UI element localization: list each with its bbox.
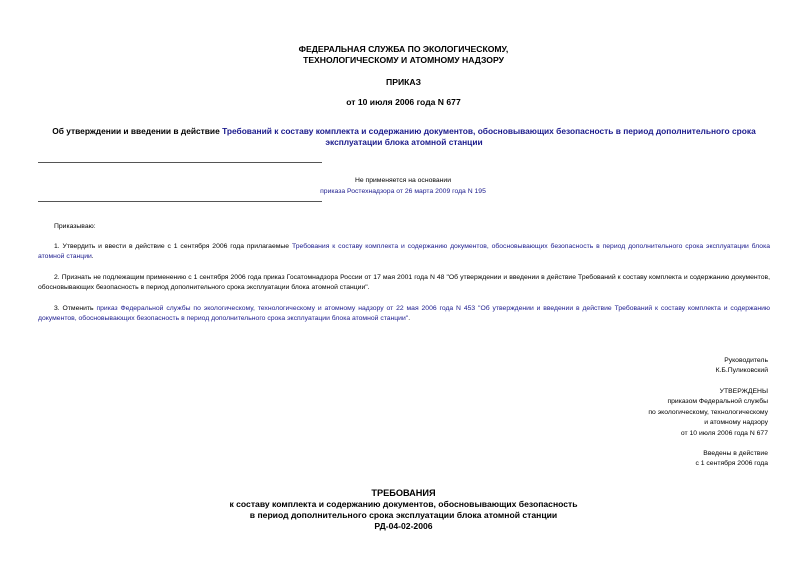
divider-bottom — [38, 201, 322, 202]
requirements-line-1: к составу комплекта и содержанию документов, обосновывающих безопасность — [229, 499, 578, 509]
not-applicable-notice — [320, 175, 486, 197]
requirements-line-2: в период дополнительного срока эксплуатации блока атомной станции — [249, 510, 558, 520]
agency-line-2: ТЕХНОЛОГИЧЕСКОМУ И АТОМНОМУ НАДЗОРУ — [303, 55, 504, 65]
doc-title — [38, 126, 770, 148]
item-3-suffix: . — [408, 315, 411, 322]
item-3-link[interactable]: приказ Федеральной службы по экологическому, технологическому и атомному надзору от 22 мая 2006 года N 453 "Об утверждении и введении в действие Требований к составу комплекта и содержанию документов, обосновывающих безопасность в период дополнительного срока эксплуатации блока атомной станции" — [38, 305, 770, 322]
effective-block — [695, 449, 768, 470]
requirements-heading — [0, 488, 807, 532]
approval-line-1: УТВЕРЖДЕНЫ — [719, 388, 768, 395]
effective-line-2: с 1 сентября 2006 года — [695, 460, 768, 468]
doc-date: от 10 июля 2006 года N 677 — [346, 97, 461, 107]
agency-line-1: ФЕДЕРАЛЬНАЯ СЛУЖБА ПО ЭКОЛОГИЧЕСКОМУ, — [298, 44, 509, 54]
order-item-1 — [38, 242, 770, 262]
doc-title-link[interactable]: Требований к составу комплекта и содержанию документов, обосновывающих безопасность в период дополнительного срока эксплуатации блока атомной станции — [222, 126, 756, 147]
order-item-2: 2. Признать не подлежащим применению с 1 сентября 2006 года приказ Госатомнадзора России от 17 мая 2001 года N 48 "Об утверждении и введении в действие Требований к составу комплекта и содержанию документов, обосновывающих безопасность в период дополнительного срока эксплуатации блока атомной станции". — [38, 274, 770, 291]
notice-text: Не применяется на основании — [354, 177, 452, 184]
approval-block — [648, 387, 768, 439]
item-1-link[interactable]: Требования к составу комплекта и содержанию документов, обосновывающих безопасность в период дополнительного срока эксплуатации блока атомной станции — [38, 243, 770, 260]
item-1-suffix: . — [91, 253, 94, 260]
approval-line-2: приказом Федеральной службы — [667, 398, 768, 406]
signature-role: Руководитель — [724, 357, 768, 364]
item-1-text: 1. Утвердить и ввести в действие с 1 сентября 2006 года прилагаемые — [54, 243, 292, 250]
requirements-title: ТРЕБОВАНИЯ — [371, 488, 436, 498]
doc-title-prefix: Об утверждении и введении в действие — [52, 126, 223, 136]
approval-line-3: по экологическому, технологическому — [648, 408, 768, 416]
signature-name: К.Б.Пуликовский — [715, 367, 768, 375]
signature-block — [716, 356, 768, 377]
notice-link[interactable]: приказа Ростехнадзора от 26 марта 2009 года N 195 — [320, 188, 486, 195]
approval-line-4: и атомному надзору — [704, 419, 768, 427]
divider-top — [38, 162, 322, 163]
order-intro: Приказываю: — [54, 223, 96, 230]
agency-name — [0, 44, 807, 66]
approval-line-5: от 10 июля 2006 года N 677 — [680, 429, 768, 437]
doc-type: ПРИКАЗ — [386, 77, 421, 87]
requirements-code: РД-04-02-2006 — [374, 521, 433, 531]
order-item-3 — [38, 304, 770, 324]
item-3-text: 3. Отменить — [54, 305, 97, 312]
effective-line-1: Введены в действие — [703, 450, 768, 457]
